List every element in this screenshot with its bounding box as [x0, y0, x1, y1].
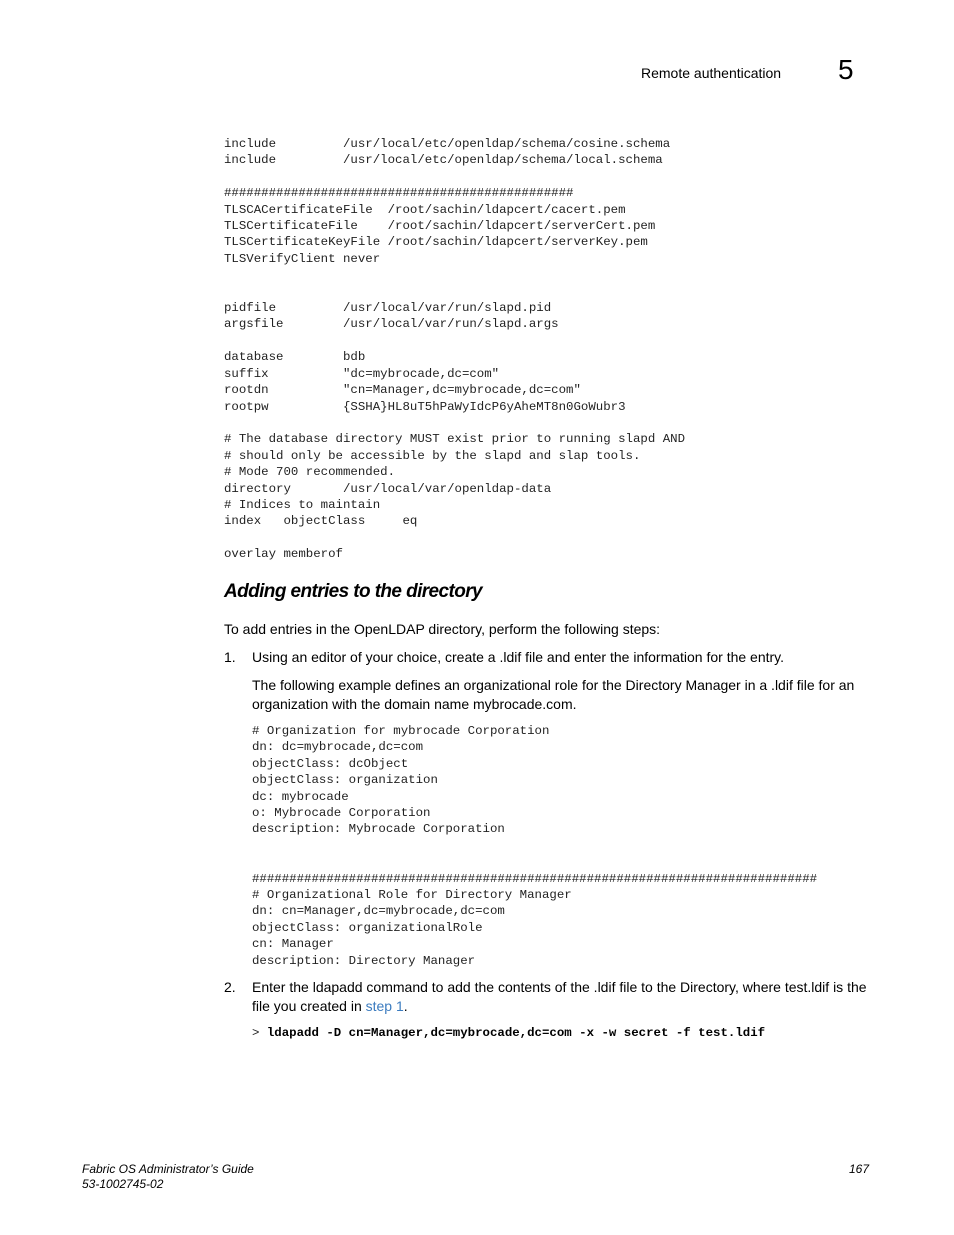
section-intro: To add entries in the OpenLDAP directory, perform the following steps: [224, 621, 661, 637]
step-1-example-text: The following example defines an organizational role for the Directory Manager in a .ldif file for an organization with the domain name mybrocade.com. [252, 677, 855, 712]
step-2-text-middle: command to add the contents of the .ldif file to the Directory, where test.ldif is the file you created in [252, 979, 867, 1014]
step-2-text-before: Enter the [252, 979, 313, 995]
step-1-number: 1. [224, 649, 236, 665]
command-name: ldapadd [312, 979, 363, 995]
step-1-text: Using an editor of your choice, create a .ldif file and enter the information for the entry. [252, 649, 785, 665]
config-code-block: include /usr/local/etc/openldap/schema/cosine.schema include /usr/local/etc/openldap/schema/local.schema ############################################### TLSCACertificateFile /root/sachin/ldapcert/cacert.pem TLSCertificateFile /root/sachin/ldapcert/serverCert.pem TLSCertificateKeyFile /root/sachin/ldapcert/serverKey.pem TLSVerifyClient never pidfile /usr/local/var/run/slapd.pid argsfile /usr/local/var/run/slapd.args database bdb suffix "dc=mybrocade,dc=com" rootdn "cn=Manager,dc=mybrocade,dc=com" rootpw {SSHA}HL8uT5hPaWyIdcP6yAheMT8n0GoWubr3 # The database directory MUST exist prior to running slapd AND # should only be accessible by the slapd and slap tools. # Mode 700 recommended. directory /usr/local/var/openldap-data # Indices to maintain index objectClass eq overlay memberof [224, 137, 686, 562]
footer-page-number: 167 [849, 1162, 870, 1176]
section-heading: Adding entries to the directory [224, 581, 482, 602]
footer-doc-number: 53-1002745-02 [82, 1177, 164, 1191]
step-2-text [252, 978, 872, 1016]
ldapadd-command: ldapadd -D cn=Manager,dc=mybrocade,dc=com -x -w secret -f test.ldif [266, 1026, 766, 1040]
command-prompt: > [252, 1026, 267, 1040]
chapter-number: 5 [838, 54, 854, 85]
command-line [252, 1025, 765, 1041]
ldif-code-block: # Organization for mybrocade Corporation dn: dc=mybrocade,dc=com objectClass: dcObject objectClass: organization dc: mybrocade o: Mybrocade Corporation description: Mybrocade Corporation ############################################################################ # Organizational Role for Directory Manager dn: cn=Manager,dc=mybrocade,dc=com objectClass: organizationalRole cn: Manager description: Directory Manager [252, 724, 818, 968]
footer-guide-title: Fabric OS Administrator’s Guide [82, 1162, 254, 1176]
step-2-number: 2. [224, 979, 236, 995]
step-1-link[interactable]: step 1 [365, 998, 404, 1014]
running-header-title: Remote authentication [641, 65, 782, 81]
step-2-text-after: . [403, 998, 408, 1014]
